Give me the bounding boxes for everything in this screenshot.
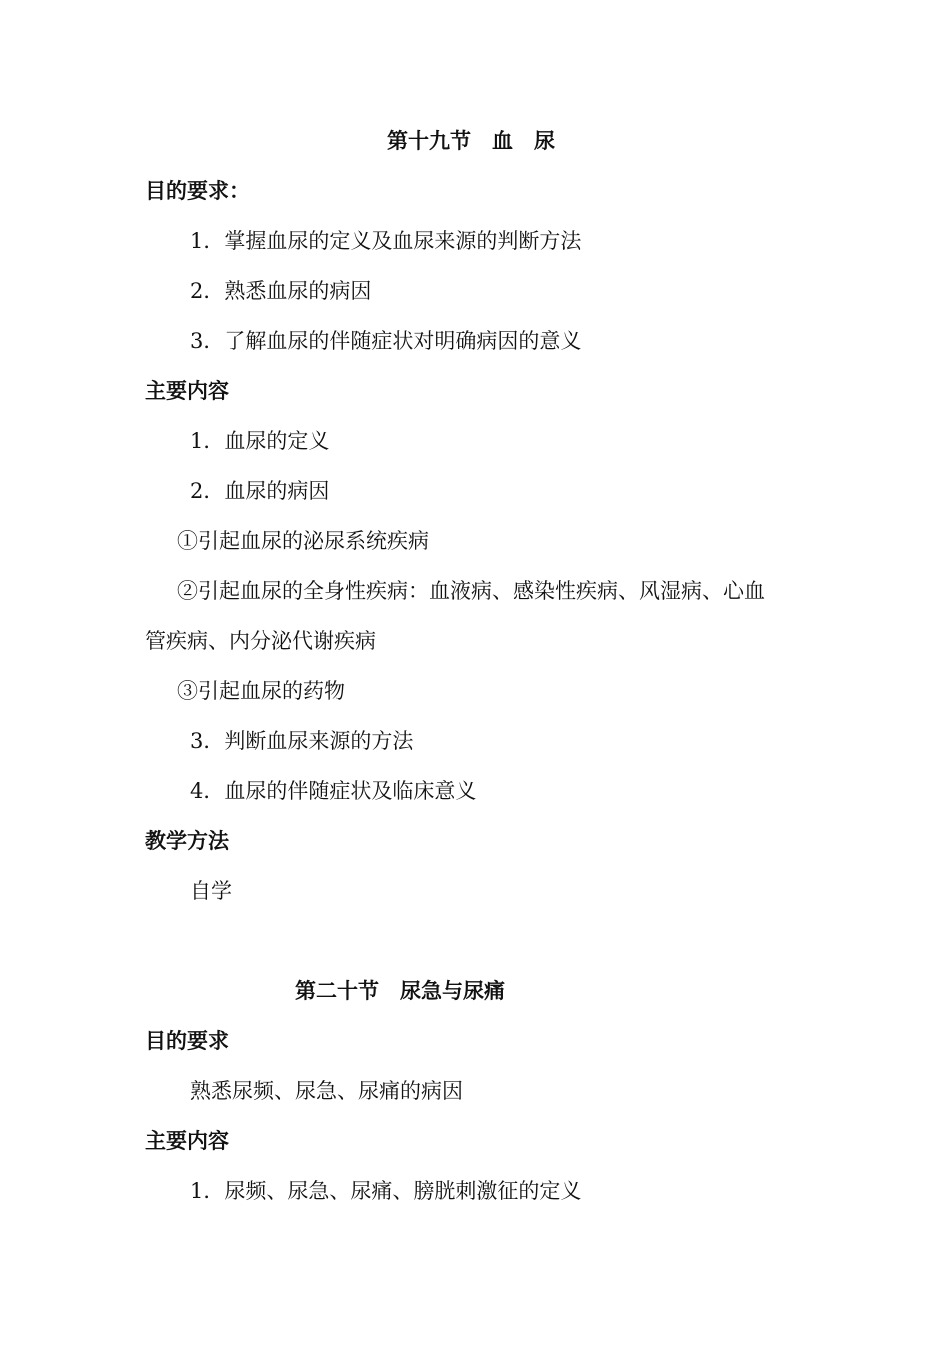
section-19-content-subitem: ①引起血尿的泌尿系统疾病 <box>177 529 429 553</box>
section-19-method-heading: 教学方法 <box>145 829 229 853</box>
section-19-content-item: 3．判断血尿来源的方法 <box>190 729 414 753</box>
section-19-title: 第十九节 血 尿 <box>387 129 555 153</box>
section-20-objective-1: 熟悉尿频、尿急、尿痛的病因 <box>190 1079 463 1103</box>
section-20-content-item: 1．尿频、尿急、尿痛、膀胱刺激征的定义 <box>190 1179 582 1203</box>
section-19-content-subitem: ②引起血尿的全身性疾病：血液病、感染性疾病、风湿病、心血 <box>177 579 765 603</box>
section-19-objective-3: 3．了解血尿的伴随症状对明确病因的意义 <box>190 329 582 353</box>
section-20-title: 第二十节 尿急与尿痛 <box>295 979 505 1003</box>
section-19-content-heading: 主要内容 <box>145 379 229 403</box>
section-19-content-item: 1．血尿的定义 <box>190 429 330 453</box>
section-19-objective-1: 1．掌握血尿的定义及血尿来源的判断方法 <box>190 229 582 253</box>
section-19-content-subitem: ③引起血尿的药物 <box>177 679 345 703</box>
section-19-content-item: 4．血尿的伴随症状及临床意义 <box>190 779 477 803</box>
section-20-objectives-heading: 目的要求 <box>145 1029 229 1053</box>
section-19-objective-2: 2．熟悉血尿的病因 <box>190 279 372 303</box>
section-19-content-continuation: 管疾病、内分泌代谢疾病 <box>145 629 376 653</box>
section-19-method: 自学 <box>190 879 232 903</box>
section-20-content-heading: 主要内容 <box>145 1129 229 1153</box>
section-19-content-item: 2．血尿的病因 <box>190 479 330 503</box>
section-19-objectives-heading: 目的要求： <box>145 179 250 203</box>
